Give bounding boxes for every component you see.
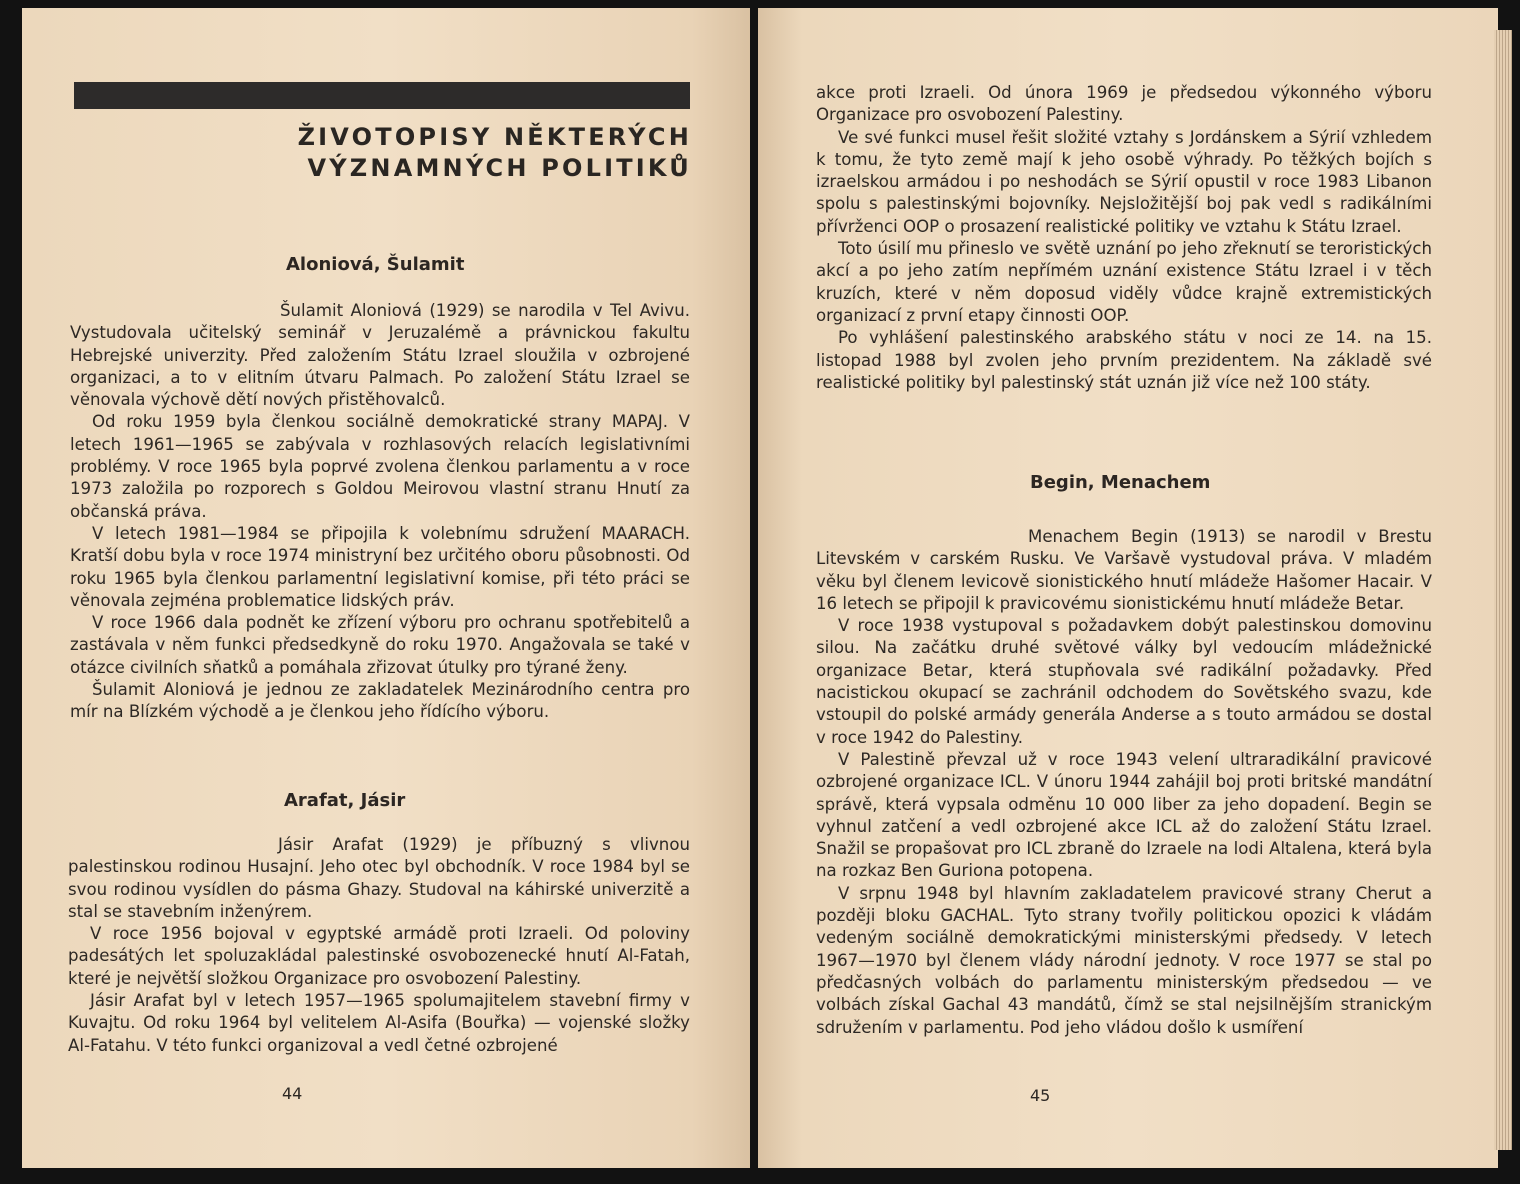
page-number-left: 44 <box>282 1084 303 1103</box>
paragraph: Od roku 1959 byla členkou sociálně demokratické strany MAPAJ. V letech 1961—1965 se zabývala v rozhlasových relacích legislativními problémy. V roce 1965 byla poprvé zvolena členkou parlamentu a v roce 1973 založila po rozporech s Goldou Meirovou vlastní stranu Hnutí za občanská práva. <box>70 412 690 521</box>
arafat-continuation-body <box>816 82 1432 394</box>
chapter-title-line2: VÝZNAMNÝCH POLITIKŮ <box>307 154 692 182</box>
heading-arafat: Arafat, Jásir <box>284 790 406 811</box>
section-arafat-body <box>68 834 690 1057</box>
page-edges <box>1494 30 1512 1150</box>
paragraph: V roce 1938 vystupoval s požadavkem dobýt palestinskou domovinu silou. Na začátku druhé světové války byl vedoucím mládežnické organizace Betar, která stupňovala své radikální požadavky. Před nacistickou okupací se zachránil odchodem do Sovětského svazu, kde vstoupil do polské armády generála Anderse a s touto armádou se dostal v roce 1942 do Palestiny. <box>816 616 1432 747</box>
chapter-title <box>298 122 692 184</box>
chapter-title-line1: ŽIVOTOPISY NĚKTERÝCH <box>297 123 692 151</box>
right-page <box>758 8 1498 1168</box>
paragraph: akce proti Izraeli. Od února 1969 je předsedou výkonného výboru Organizace pro osvobození Palestiny. <box>816 83 1432 125</box>
paragraph: Šulamit Aloniová je jednou ze zakladatelek Mezinárodního centra pro mír na Blízkém východě a je členkou jeho řídícího výboru. <box>70 680 690 722</box>
heading-aloniova: Aloniová, Šulamit <box>286 254 465 275</box>
section-begin-body <box>816 526 1432 1039</box>
paragraph: V letech 1981—1984 se připojila k volebnímu sdružení MAARACH. Kratší dobu byla v roce 1974 ministryní bez určitého oboru působnosti. Od roku 1965 byla členkou parlamentní legislativní komise, při této práci se věnovala zejména problematice lidských práv. <box>70 523 690 610</box>
section-aloniova-body <box>70 300 690 724</box>
paragraph: V Palestině převzal už v roce 1943 velení ultraradikální pravicové ozbrojené organizace ICL. V únoru 1944 zahájil boj proti britské mandátní správě, která vypsala odměnu 10 000 liber za jeho dopadení. Begin se vyhnul zatčení a vedl ozbrojené akce ICL až do založení Státu Izrael. Snažil se propašovat pro ICL zbraně do Izraele na lodi Altalena, která byla na rozkaz Ben Guriona potopena. <box>816 749 1432 881</box>
paragraph: Ve své funkci musel řešit složité vztahy s Jordánskem a Sýrií vzhledem k tomu, že tyto země mají k jeho osobě výhrady. Po těžkých bojích s izraelskou armádou i po neshodách se Sýrií opustil v roce 1983 Libanon spolu s palestinskými bojovníky. Nejsložitější boj pak vedl s radikálními přívrženci OOP o prosazení realistické politiky ve vztahu k Státu Izrael. <box>816 127 1432 236</box>
page-number-right: 45 <box>1030 1086 1051 1105</box>
left-page <box>22 8 750 1168</box>
paragraph: V srpnu 1948 byl hlavním zakladatelem pravicové strany Cherut a později bloku GACHAL. Tyto strany tvořily politickou opozici k vládám vedeným sociálně demokratickými ministerskými předsedy. V letech 1967—1970 byl členem vlády národní jednoty. V roce 1977 se stal po předčasných volbách do parlamentu ministerským předsedou — ve volbách získal Gachal 43 mandátů, čímž se stal nejsilnějším stranickým sdružením v parlamentu. Pod jeho vládou došlo k usmíření <box>816 883 1432 1037</box>
heading-begin: Begin, Menachem <box>1030 472 1211 493</box>
paragraph: V roce 1956 bojoval v egyptské armádě proti Izraeli. Od poloviny padesátých let spoluzakládal palestinské osvobozenecké hnutí Al-Fatah, které je největší složkou Organizace pro osvobození Palestiny. <box>68 924 690 988</box>
paragraph: Toto úsilí mu přineslo ve světě uznání po jeho zřeknutí se teroristických akcí a po jeho zatím nepřímém uznání existence Státu Izrael i v těch kruzích, které v něm doposud viděly vůdce krajně extremistických organizací z první etapy činnosti OOP. <box>816 239 1432 325</box>
paragraph: Jásir Arafat (1929) je příbuzný s vlivnou palestinskou rodinou Husajní. Jeho otec byl obchodník. V roce 1984 byl se svou rodinou vysídlen do pásma Ghazy. Studoval na káhirské univerzitě a stal se stavebním inženýrem. <box>68 835 690 921</box>
paragraph: Po vyhlášení palestinského arabského státu v noci ze 14. na 15. listopad 1988 byl zvolen jeho prvním prezidentem. Na základě své realistické politiky byl palestinský stát uznán již více než 100 státy. <box>816 328 1432 392</box>
paragraph: V roce 1966 dala podnět ke zřízení výboru pro ochranu spotřebitelů a zastávala v něm funkci předsedkyně do roku 1970. Angažovala se také v otázce civilních sňatků a pomáhala zřizovat útulky pro týrané ženy. <box>70 613 690 677</box>
paragraph: Šulamit Aloniová (1929) se narodila v Tel Avivu. Vystudovala učitelský seminář v Jeruzalémě a právnickou fakultu Hebrejské univerzity. Před založením Státu Izrael sloužila v ozbrojené organizaci, a to v elitním útvaru Palmach. Po založení Státu Izrael se věnovala výchově dětí nových přistěhovalců. <box>70 301 690 410</box>
paragraph: Menachem Begin (1913) se narodil v Brestu Litevském v carském Rusku. Ve Varšavě vystudoval práva. V mladém věku byl členem levicově sionistického hnutí mládeže Hašomer Hacair. V 16 letech se připojil k pravicovému sionistickému hnutí mládeže Betar. <box>816 527 1432 613</box>
paragraph: Jásir Arafat byl v letech 1957—1965 spolumajitelem stavební firmy v Kuvajtu. Od roku 1964 byl velitelem Al-Asifa (Bouřka) — vojenské složky Al-Fatahu. V této funkci organizoval a vedl četné ozbrojené <box>68 991 690 1055</box>
title-bar <box>74 82 690 109</box>
